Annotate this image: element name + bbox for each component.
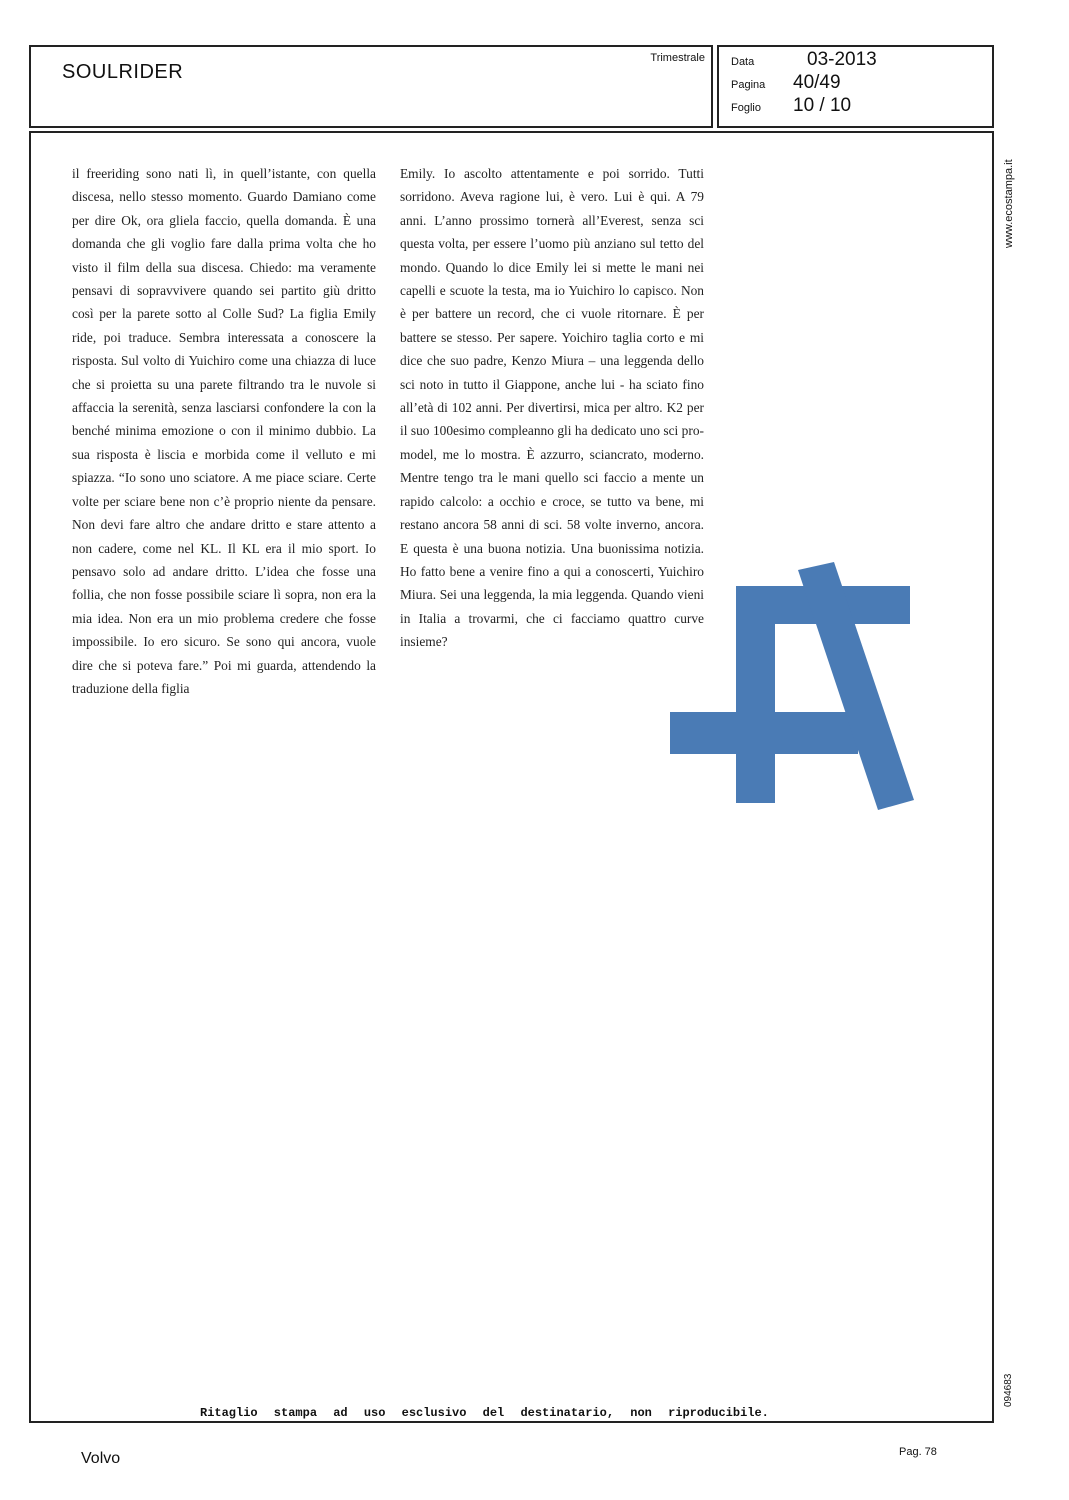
article-column-2: Emily. Io ascolto attentamente e poi sorrido. Tutti sorridono. Aveva ragione lui, è vero. Lui è qui. A 79 anni. L’anno prossimo tornerà all’Everest, senza sci questa volta, per essere l’uomo più anziano sul tetto del mondo. Quando lo dice Emily lei si mette le mani nei capelli e scuote la testa, ma io Yuichiro lo capisco. Non è per battere un record, che ci vuole ritornare. È per battere se stesso. Per sapere. Yoichiro taglia corto e mi dice che suo padre, Kenzo Miura – una leggenda dello sci noto in tutto il Giappone, anche lui - ha sciato fino all’età di 102 anni. Per divertirsi, mica per altro. K2 per il suo 100esimo compleanno gli ha dedicato uno sci pro-model, me lo mostra. È azzurro, sciancrato, moderno. Mentre tengo tra le mani quello sci faccio a mente un rapido calcolo: a occhio e croce, se tutto va bene, mi restano ancora 58 anni di sci. 58 volte inverno, ancora. E questa è una buona notizia. Una buonissima notizia. Ho fatto bene a venire fino a qui a conoscerti, Yuichiro Miura. Sei una leggenda, la mia leggenda. Quando vieni in Italia a trovarmi, che ci facciamo quattro curve insieme? [400, 166, 704, 650]
pagina-value: 40/49 [793, 72, 841, 93]
publication-title: SOULRIDER [62, 61, 184, 83]
data-label: Data [731, 56, 755, 68]
header-box [29, 45, 713, 128]
side-code: 094683 [1003, 1373, 1014, 1407]
publication-logo-icon [668, 560, 918, 815]
pagina-label: Pagina [731, 79, 766, 91]
logo-bar-middle [670, 712, 858, 754]
footer-client: Volvo [81, 1450, 121, 1467]
footer-page-number: Pag. 78 [899, 1446, 937, 1458]
foglio-value: 10 / 10 [793, 95, 852, 116]
meta-box [717, 45, 994, 128]
disclaimer: Ritaglio stampa ad uso esclusivo del destinatario, non riproducibile. [200, 1406, 769, 1420]
data-value: 03-2013 [807, 49, 877, 70]
foglio-label: Foglio [731, 102, 761, 114]
side-url: www.ecostampa.it [1003, 159, 1015, 248]
publication-frequency: Trimestrale [650, 52, 705, 64]
article-column-1: il freeriding sono nati lì, in quell’istante, con quella discesa, nello stesso momento. Guardo Damiano come per dire Ok, ora gliela faccio, quella domanda. È una domanda che gli voglio fare dalla prima volta che ho visto il film della sua discesa. Chiedo: ma veramente pensavi di sopravvivere quando sei partito giù dritto così per la parete sotto al Colle Sud? La figlia Emily ride, poi traduce. Sembra interessata a conoscere la risposta. Sul volto di Yuichiro come una chiazza di luce che si proietta su una parete filtrando tra le nuvole si affaccia la serenità, senza lasciarsi confondere la con la benché minima emozione o con il minimo dubbio. La sua risposta è liscia e morbida come il velluto e mi spiazza. “Io sono uno sciatore. A me piace sciare. Certe volte per sciare bene non c’è proprio niente da pensare. Non devi fare altro che andare dritto e stare attento a non cadere, come nel KL. Il KL era il mio sport. Io pensavo solo ad andare dritto. L’idea che fosse una follia, che non fosse possibile sciare lì sopra, non era la mia idea. Non era un mio problema credere che fosse impossibile. Io ero sicuro. Se sono qui ancora, vuole dire che si poteva fare.” Poi mi guarda, attendendo la traduzione della figlia [72, 166, 376, 696]
